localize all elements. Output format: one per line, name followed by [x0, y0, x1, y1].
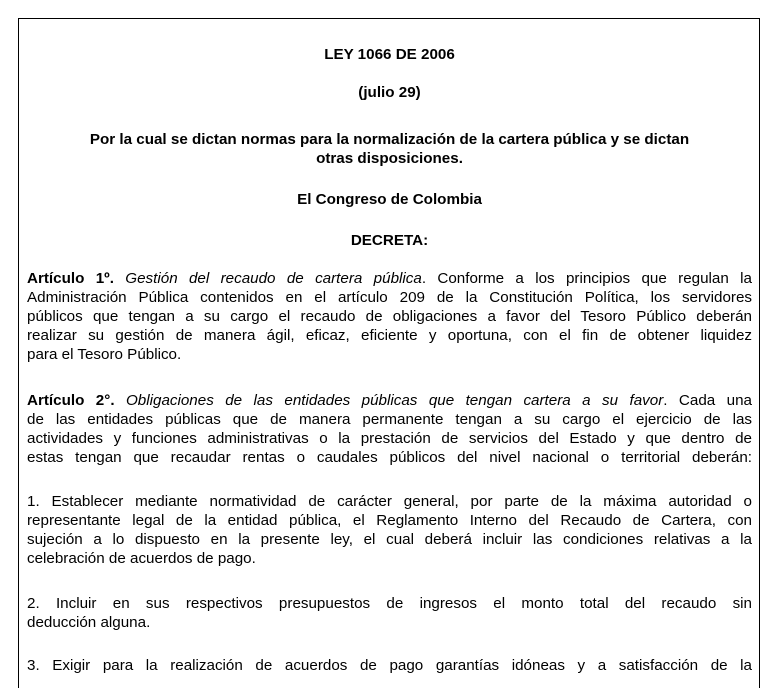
article-2-text-1: . Cada una: [663, 392, 752, 409]
law-subject-line-2: otras disposiciones.: [316, 150, 463, 167]
article-2-title: Obligaciones de las entidades públicas que tengan cartera a su favor: [125, 392, 664, 409]
list-item-3: [27, 656, 752, 675]
article-1-label: Artículo 1º.: [27, 270, 114, 287]
list-item-1-line-3: sujeción a lo dispuesto en la presente ley, el cual deberá incluir las condiciones relativas a la: [27, 531, 752, 548]
article-2-line-1: [27, 391, 752, 410]
issuer: El Congreso de Colombia: [297, 191, 482, 208]
article-2: [27, 391, 752, 467]
list-item-1-line-2: representante legal de la entidad pública, el Reglamento Interno del Recaudo de Cartera, con: [27, 512, 752, 529]
list-item-1: [27, 492, 752, 568]
law-subject-line-1: Por la cual se dictan normas para la normalización de la cartera pública y se dictan: [89, 131, 690, 148]
list-item-2-line-2: deducción alguna.: [27, 614, 151, 631]
law-date: (julio 29): [358, 84, 421, 101]
decreta-heading: DECRETA:: [350, 232, 429, 249]
article-1-line-4: realizar su gestión de manera ágil, eficaz, eficiente y oportuna, con el fin de obtener liquidez: [27, 327, 752, 344]
list-item-2-line-1: 2. Incluir en sus respectivos presupuestos de ingresos el monto total del recaudo sin: [27, 595, 752, 612]
law-title: LEY 1066 DE 2006: [324, 46, 455, 63]
article-1-text-1: . Conforme a los principios que regulan la: [421, 270, 752, 287]
article-1-line-5: para el Tesoro Público.: [27, 346, 182, 363]
article-2-line-2: de las entidades públicas que de manera permanente tengan a su cargo el ejercicio de las: [27, 411, 752, 428]
article-1: [27, 269, 752, 364]
article-1-line-1: [27, 269, 752, 288]
article-2-line-4: estas tengan que recaudar rentas o caudales públicos del nivel nacional o territorial deberán:: [27, 449, 752, 466]
list-item-1-line-4: celebración de acuerdos de pago.: [27, 550, 256, 567]
article-2-line-3: actividades y funciones administrativas o la prestación de servicios del Estado y que dentro de: [27, 430, 752, 447]
article-1-title: Gestión del recaudo de cartera pública: [125, 270, 422, 287]
article-1-line-3: públicos que tengan a su cargo el recaudo de obligaciones a favor del Tesoro Público deberán: [27, 308, 752, 325]
document-page: [18, 18, 760, 688]
list-item-1-line-1: 1. Establecer mediante normatividad de carácter general, por parte de la máxima autoridad o: [27, 493, 752, 510]
list-item-3-line-1: 3. Exigir para la realización de acuerdos de pago garantías idóneas y a satisfacción de la: [27, 657, 752, 674]
article-2-label: Artículo 2°.: [27, 392, 115, 409]
article-1-line-2: Administración Pública contenidos en el artículo 209 de la Constitución Política, los servidores: [27, 289, 752, 306]
list-item-2: [27, 594, 752, 632]
